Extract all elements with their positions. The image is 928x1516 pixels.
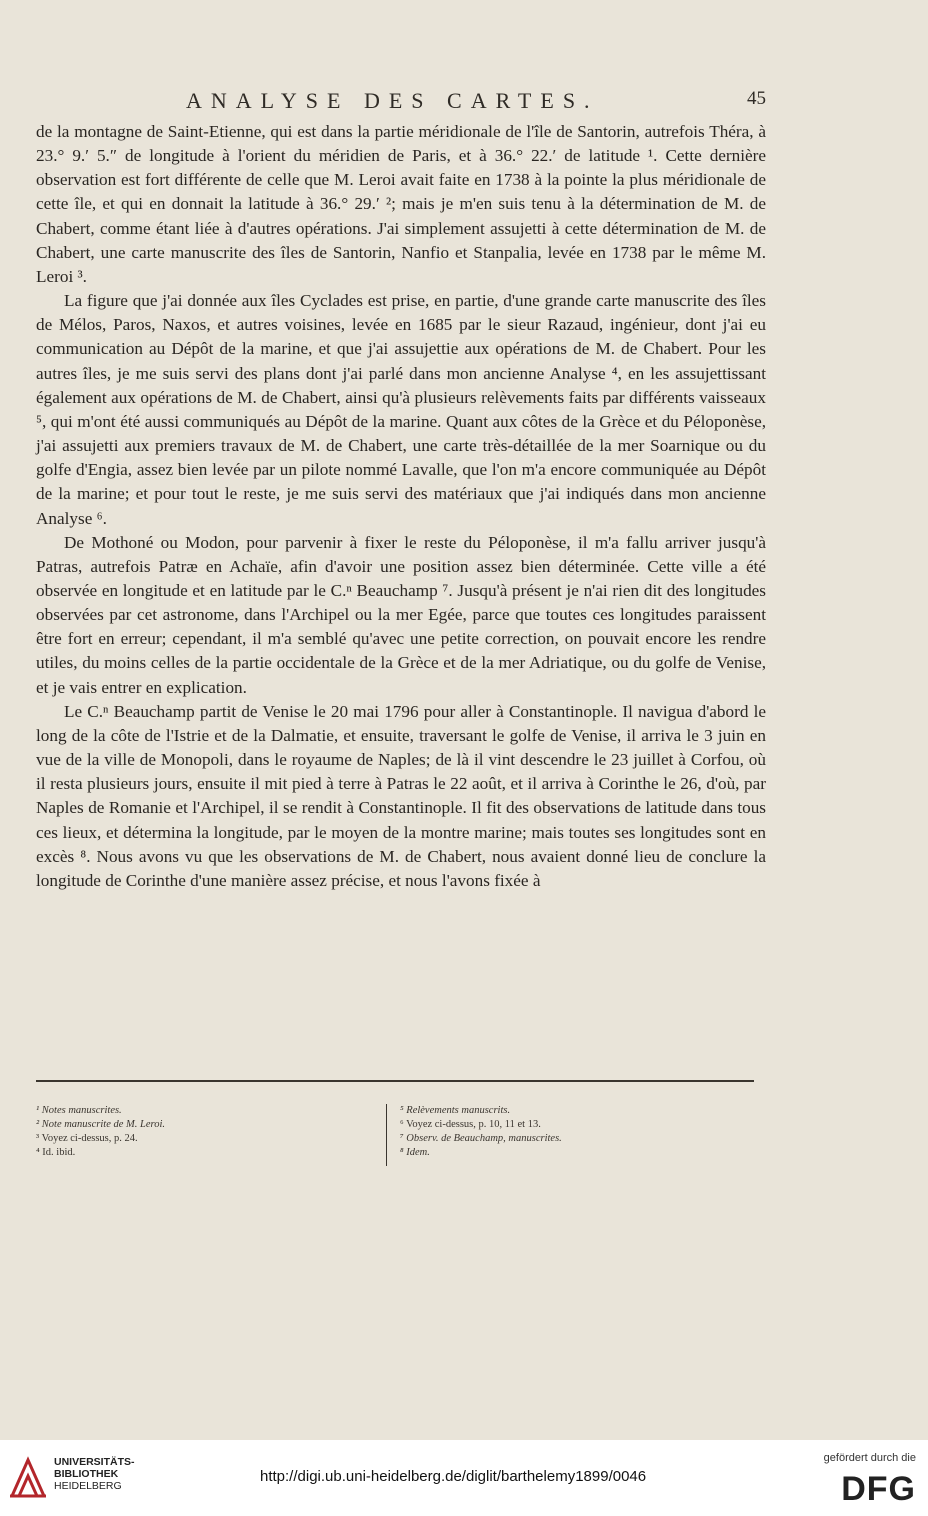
footnotes <box>36 1104 754 1174</box>
footnote: ⁷ Observ. de Beauchamp, manuscrites. <box>400 1133 562 1144</box>
footnote-rule <box>36 1080 754 1082</box>
paragraph: De Mothoné ou Modon, pour parvenir à fixer le reste du Péloponèse, il m'a fallu arriver jusqu'à Patras, autrefois Patræ en Achaïe, afin d'avoir une position assez bien déterminée. Cette ville a été observée en longitude et en latitude par le C.ⁿ Beauchamp ⁷. Jusqu'à présent je n'ai rien dit des longitudes observées par cet astronome, dans l'Archipel ou la mer Egée, parce que toutes ces longitudes paraissent être fort en erreur; cependant, il m'a semblé qu'avec une petite correction, on pouvait encore les rendre utiles, du moins celles de la partie occidentale de la Grèce et de la mer Adriatique, ou du golfe de Venise, et je vais entrer en explication. <box>36 532 766 697</box>
footnote: ⁴ Id. ibid. <box>36 1147 76 1158</box>
footnote: ³ Voyez ci-dessus, p. 24. <box>36 1133 138 1144</box>
footnote: ⁶ Voyez ci-dessus, p. 10, 11 et 13. <box>400 1119 541 1130</box>
footnotes-left-column <box>36 1104 336 1160</box>
page-number: 45 <box>747 88 766 109</box>
dfg-logo: DFG <box>841 1470 916 1508</box>
footnote: ¹ Notes manuscrites. <box>36 1105 122 1116</box>
paragraph: de la montagne de Saint-Etienne, qui est dans la partie méridionale de l'île de Santorin, autrefois Théra, à 23.° 9.′ 5.″ de longitude à l'orient du méridien de Paris, et à 36.° 22.′ de latitude ¹. Cette dernière observation est fort différente de celle que M. Leroi avait faite en 1738 à la pointe la plus méridionale de cette île, et qui en donnait la latitude à 36.° 29.′ ²; mais je m'en suis tenu à la détermination de M. de Chabert, comme étant liée à d'autres opérations. J'ai simplement assujetti à cette détermination de M. de Chabert, une carte manuscrite des îles de Santorin, Nanfio et Stanpalia, levée en 1738 par le même M. Leroi ³. <box>36 122 766 286</box>
footnote: ⁵ Relèvements manuscrits. <box>400 1105 511 1116</box>
running-title: ANALYSE DES CARTES. <box>186 88 599 113</box>
footnote: ² Note manuscrite de M. Leroi. <box>36 1119 166 1130</box>
body-text <box>36 120 766 893</box>
footnote: ⁸ Idem. <box>400 1147 430 1158</box>
library-name-line: UNIVERSITÄTS- <box>54 1456 135 1468</box>
footnotes-right-column <box>400 1104 730 1160</box>
digitization-footer <box>0 1440 928 1516</box>
library-name-line: HEIDELBERG <box>54 1480 122 1492</box>
library-name <box>54 1456 135 1492</box>
footnote-divider <box>386 1104 387 1166</box>
permalink-url[interactable]: http://digi.ub.uni-heidelberg.de/diglit/barthelemy1899/0046 <box>260 1468 647 1485</box>
paragraph: Le C.ⁿ Beauchamp partit de Venise le 20 mai 1796 pour aller à Constantinople. Il navigua d'abord le long de la côte de l'Istrie et de la Dalmatie, et ensuite, traversant le golfe de Venise, il arriva le 3 juin en vue de la ville de Monopoli, dans le royaume de Naples; de là il vint descendre le 23 juillet à Corfou, où il resta plusieurs jours, ensuite il mit pied à terre à Patras le 22 août, et il arriva à Corinthe le 26, d'où, par Naples de Romanie et l'Archipel, il se rendit à Constantinople. Il fit des observations de latitude dans tous ces lieux, et détermina la longitude, par le moyen de la montre marine; mais toutes ses longitudes sont en excès ⁸. Nous avons vu que les observations de M. de Chabert, nous avaient donné lieu de conclure la longitude de Corinthe d'une manière assez précise, et nous l'avons fixée à <box>36 701 766 890</box>
funded-by-label: gefördert durch die <box>823 1452 916 1464</box>
university-logo-icon <box>8 1456 48 1500</box>
running-header <box>36 88 766 118</box>
library-name-line: BIBLIOTHEK <box>54 1468 119 1480</box>
paragraph: La figure que j'ai donnée aux îles Cyclades est prise, en partie, d'une grande carte manuscrite des îles de Mélos, Paros, Naxos, et autres voisines, levée en 1685 par le sieur Razaud, ingénieur, dont j'ai eu communication au Dépôt de la marine, et que j'ai assujettie aux opérations de M. de Chabert. Pour les autres îles, je me suis servi des plans dont j'ai parlé dans mon ancienne Analyse ⁴, en les assujettissant également aux opérations de M. de Chabert, ainsi qu'à plusieurs relèvements faits par différents vaisseaux ⁵, qui m'ont été aussi communiqués au Dépôt de la marine. Quant aux côtes de la Grèce et du Péloponèse, j'ai assujetti aux premiers travaux de M. de Chabert, une carte très-détaillée de la mer Soarnique ou du golfe d'Engia, assez bien levée par un pilote nommé Lavalle, que l'on m'a encore communiquée au Dépôt de la marine; et pour tout le reste, je me suis servi des matériaux que j'ai indiqués dans mon ancienne Analyse ⁶. <box>36 291 766 528</box>
